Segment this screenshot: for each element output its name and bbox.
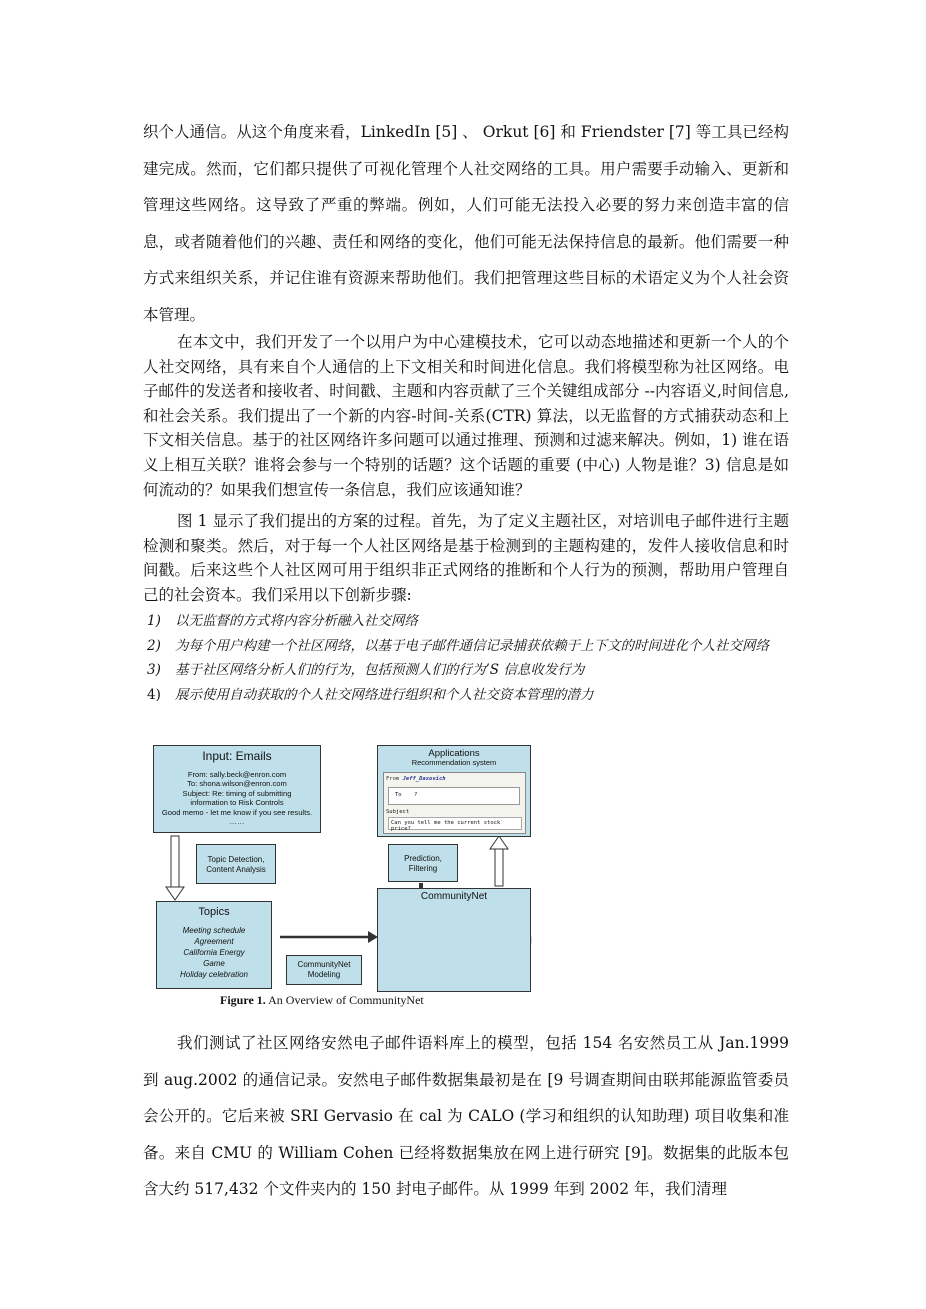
input-title: Input: Emails [202,749,272,763]
figure-1 [150,740,534,1010]
list-item: 2) 为每个用户构建一个社区网络，以基于电子邮件通信记录捕获依赖于上下文的时间进化个人社交网络 [147,637,769,654]
paragraph-1: 织个人通信。从这个角度来看，LinkedIn [5] 、 Orkut [6] 和 Friendster [7] 等工具已经构建完成。然而，它们都只提供了可视化管理个人社交网络的工具。用户需要手动输入、更新和管理这些网络。这导致了严重的弊端。例如，人们可能无法投入必要的努力来创造丰富的信息，或者随着他们的兴趣、责任和网络的变化，他们可能无法保持信息的最新。他们需要一种方式来组织关系，并记住谁有资源来帮助他们。我们把管理这些目标的术语定义为个人社会资本管理。 [143,123,789,324]
paragraph-4: 我们测试了社区网络安然电子邮件语料库上的模型，包括 154 名安然员工从 Jan.1999 到 aug.2002 的通信记录。安然电子邮件数据集最初是在 [9 号调查期间由联邦能源监管委员会公开的。它后来被 SRI Gervasio 在 cal 为 CALO (学习和组织的认知助理) 项目收集和准备。来自 CMU 的 William Cohen 已经将数据集放在网上进行研究 [9]。数据集的此版本包含大约 517,432 个文件夹内的 150 封电子邮件。从 1999 年到 2002 年，我们清理 [143,1034,789,1198]
paragraph-2: 在本文中，我们开发了一个以用户为中心建模技术，它可以动态地描述和更新一个人的个人社交网络，具有来自个人通信的上下文相关和时间进化信息。我们将模型称为社区网络。电子邮件的发送者和接收者、时间戳、主题和内容贡献了三个关键组成部分 --内容语义,时间信息,和社会关系。我们提出了一个新的内容-时间-关系(CTR) 算法，以无监督的方式捕获动态和上下文相关信息。基于的社区网络许多问题可以通过推理、预测和过滤来解决。例如，1) 谁在语义上相互关联？谁将会参与一个特别的话题？这个话题的重要 (中心) 人物是谁？3) 信息是如何流动的？如果我们想宣传一条信息，我们应该通知谁？ [143,333,789,499]
apps-title: Applications [428,748,480,759]
mail-subject-label: Subject [386,809,410,815]
topics-box [156,901,272,989]
up-arrow-icon [490,836,508,886]
paragraph-3: 图 1 显示了我们提出的方案的过程。首先，为了定义主题社区，对培训电子邮件进行主题检测和聚类。然后，对于每一个人社区网络是基于检测到的主题构建的，发件人接收信息和时间戳。后来这些个人社区网可用于组织非正式网络的推断和个人行为的预测，帮助用户管理自己的社会资本。我们采用以下创新步骤: [143,512,789,604]
innovation-list [147,609,789,707]
figure-caption: Figure 1. An Overview of CommunityNet [220,993,424,1007]
mail-from-name: Jeff_Dasovich [402,776,446,782]
apps-subtitle: Recommendation system [411,758,497,767]
prediction-box: Prediction, Filtering [388,844,458,882]
applications-box [377,745,531,837]
mail-body: Can you tell me the current stock price? [388,817,522,830]
cnet-title: CommunityNet [420,891,488,902]
list-item: 1) 以无监督的方式将内容分析融入社交网络 [147,613,418,629]
topics-items: Meeting schedule Agreement California Energy Game Holiday celebration [179,926,249,979]
topics-title: Topics [198,906,230,918]
input-lines: From: sally.beck@enron.com To: shona.wilson@enron.com Subject: Re: timing of submitting information to Risk Controls Good memo - let me know if you see results. …… [161,770,313,827]
communitynet-modeling-box: CommunityNet Modeling [286,955,362,985]
list-item: 3) 基于社区网络分析人们的行为，包括预测人们的行为’S 信息收发行为 [147,662,585,678]
communitynet-box [377,888,531,992]
list-item: 4) 展示使用自动获取的个人社交网络进行组织和个人社交资本管理的潜力 [147,686,594,703]
input-emails-box [153,745,321,833]
mail-to-field: To ? [388,787,520,805]
topic-detection-box: Topic Detection, Content Analysis [196,844,276,884]
down-arrow-icon [166,836,184,900]
mail-compose-mock: From Jeff_Dasovich To ? Subject Can you tell me the current stock price? [383,772,526,834]
right-arrow-icon [280,931,378,943]
